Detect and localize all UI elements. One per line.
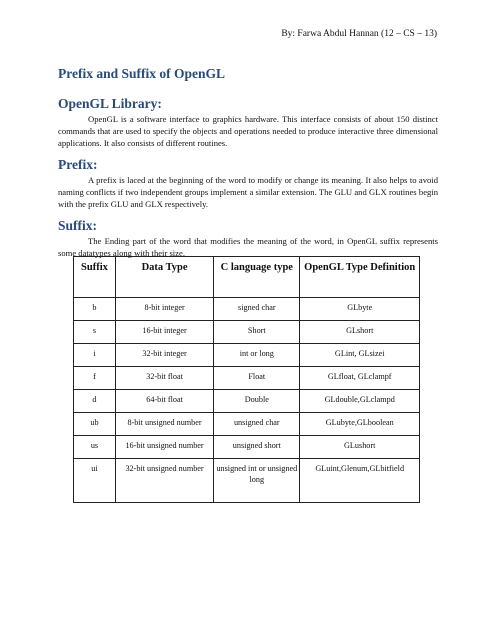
header-suffix: Suffix xyxy=(74,257,116,298)
cell-data-type: 8-bit integer xyxy=(115,298,213,321)
cell-data-type: 64-bit float xyxy=(115,390,213,413)
table-row xyxy=(74,298,420,321)
cell-opengl-type: GLfloat, GLclampf xyxy=(300,367,420,390)
cell-data-type: 8-bit unsigned number xyxy=(115,413,213,436)
heading-opengl-library: OpenGL Library: xyxy=(58,96,162,111)
heading-prefix: Prefix: xyxy=(58,157,98,172)
header-opengl-type-definition: OpenGL Type Definition xyxy=(300,257,420,298)
paragraph-suffix-text: The Ending part of the word that modifies the meaning of the word, in OpenGL suffix represents some datatypes along with their size. xyxy=(58,236,438,258)
paragraph-opengl-library xyxy=(58,113,438,149)
cell-suffix: ui xyxy=(74,459,116,503)
cell-suffix: d xyxy=(74,390,116,413)
cell-c-type: Float xyxy=(214,367,300,390)
suffix-table xyxy=(73,256,420,503)
table-row xyxy=(74,367,420,390)
table-header-row xyxy=(74,257,420,298)
cell-c-type: int or long xyxy=(214,344,300,367)
document-title: Prefix and Suffix of OpenGL xyxy=(58,66,226,81)
cell-c-type: unsigned int or unsigned long xyxy=(214,459,300,503)
cell-data-type: 32-bit unsigned number xyxy=(115,459,213,503)
cell-opengl-type: GLuint,Glenum,GLbitfield xyxy=(300,459,420,503)
cell-c-type: Short xyxy=(214,321,300,344)
paragraph-prefix-text: A prefix is laced at the beginning of the word to modify or change its meaning. It also helps to avoid naming conflicts if two independent groups implement a similar extension. The GLU and GLX routines begin with the prefix GLU and GLX respectively. xyxy=(58,175,438,209)
cell-opengl-type: GLubyte,GLboolean xyxy=(300,413,420,436)
cell-suffix: f xyxy=(74,367,116,390)
author-byline: By: Farwa Abdul Hannan (12 – CS – 13) xyxy=(281,29,437,39)
cell-data-type: 16-bit integer xyxy=(115,321,213,344)
header-c-language-type: C language type xyxy=(214,257,300,298)
table-row xyxy=(74,459,420,503)
cell-opengl-type: GLushort xyxy=(300,436,420,459)
paragraph-opengl-library-text: OpenGL is a software interface to graphics hardware. This interface consists of about 150 distinct commands that are used to specify the objects and operations needed to produce interactive three dimensional applications. It also consists of different routines. xyxy=(58,114,438,148)
heading-suffix: Suffix: xyxy=(58,218,98,233)
cell-data-type: 16-bit unsigned number xyxy=(115,436,213,459)
cell-c-type: Double xyxy=(214,390,300,413)
cell-c-type: unsigned short xyxy=(214,436,300,459)
cell-data-type: 32-bit integer xyxy=(115,344,213,367)
table-row xyxy=(74,436,420,459)
table-row xyxy=(74,344,420,367)
cell-suffix: b xyxy=(74,298,116,321)
paragraph-prefix xyxy=(58,174,438,210)
cell-opengl-type: GLbyte xyxy=(300,298,420,321)
cell-opengl-type: GLdouble,GLclampd xyxy=(300,390,420,413)
cell-c-type: signed char xyxy=(214,298,300,321)
cell-data-type: 32-bit float xyxy=(115,367,213,390)
table-row xyxy=(74,390,420,413)
cell-suffix: i xyxy=(74,344,116,367)
cell-c-type: unsigned char xyxy=(214,413,300,436)
cell-opengl-type: GLshort xyxy=(300,321,420,344)
cell-suffix: s xyxy=(74,321,116,344)
table-row xyxy=(74,413,420,436)
cell-opengl-type: GLint, GLsizei xyxy=(300,344,420,367)
header-data-type: Data Type xyxy=(115,257,213,298)
cell-suffix: us xyxy=(74,436,116,459)
table-row xyxy=(74,321,420,344)
cell-suffix: ub xyxy=(74,413,116,436)
